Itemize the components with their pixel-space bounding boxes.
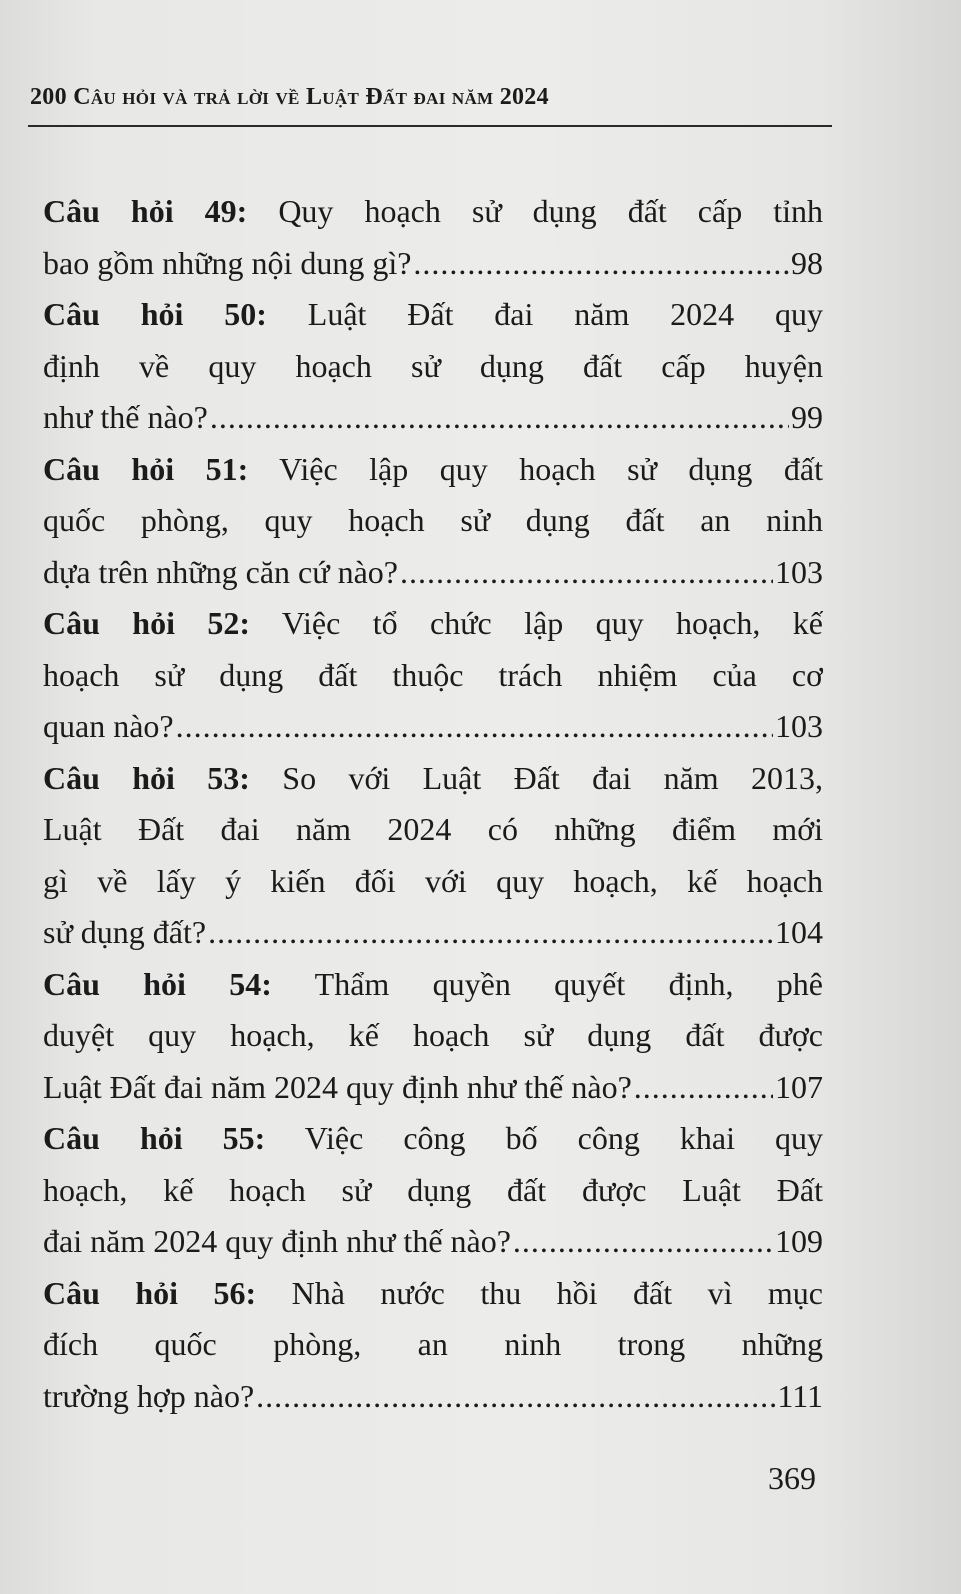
toc-entry-first-line: [43, 289, 823, 341]
toc-entry-first-line: [43, 444, 823, 496]
toc-entry: [43, 753, 823, 959]
question-label: Câu hỏi 52:: [43, 605, 251, 641]
page-ref: 111: [777, 1377, 823, 1414]
question-text: Nhà nước thu hồi đất vì mục: [256, 1274, 823, 1311]
toc-entry-line: hoạch, kế hoạch sử dụng đất được Luật Đất: [43, 1171, 823, 1208]
dot-leader: [208, 907, 773, 959]
page-ref: 107: [775, 1068, 823, 1105]
toc-entry-first-line: [43, 1268, 823, 1320]
toc-entry-line: hoạch sử dụng đất thuộc trách nhiệm của cơ: [43, 656, 823, 693]
toc-entry-line: gì về lấy ý kiến đối với quy hoạch, kế hoạch: [43, 862, 823, 899]
toc-entry: [43, 289, 823, 444]
toc-entry-line: duyệt quy hoạch, kế hoạch sử dụng đất được: [43, 1017, 823, 1053]
page-ref: 98: [791, 244, 823, 281]
toc-entry: [43, 598, 823, 753]
question-text: Thẩm quyền quyết định, phê: [271, 965, 823, 1002]
page-ref: 103: [775, 708, 823, 744]
dot-leader: [413, 238, 789, 290]
question-text: sử dụng đất?: [43, 914, 207, 950]
toc-entry-first-line: [43, 753, 823, 805]
question-label: Câu hỏi 50:: [43, 296, 267, 332]
page-ref: 109: [775, 1223, 823, 1259]
question-label: Câu hỏi 53:: [43, 759, 250, 796]
question-text: bao gồm những nội dung gì?: [43, 244, 412, 281]
toc-entry-line: định về quy hoạch sử dụng đất cấp huyện: [43, 347, 823, 384]
toc-entry-first-line: [43, 959, 823, 1011]
dot-leader: [634, 1062, 773, 1114]
toc-entry-last-line: [43, 907, 823, 959]
question-text: đai năm 2024 quy định như thế nào?: [43, 1223, 511, 1259]
page-number: 369: [768, 1460, 816, 1496]
question-text: So với Luật Đất đai năm 2013,: [249, 759, 823, 796]
toc-entry: [43, 186, 823, 289]
toc-entry-first-line: [43, 1113, 823, 1165]
page-ref: 104: [775, 914, 823, 950]
table-of-contents: [43, 186, 823, 1422]
toc-entry-first-line: [43, 186, 823, 238]
question-text: dựa trên những căn cứ nào?: [43, 553, 398, 590]
dot-leader: [400, 547, 773, 599]
toc-entry-line: quốc phòng, quy hoạch sử dụng đất an ninh: [43, 502, 823, 538]
question-text: Quy hoạch sử dụng đất cấp tỉnh: [247, 193, 823, 229]
toc-entry: [43, 1113, 823, 1268]
dot-leader: [176, 701, 773, 753]
dot-leader: [513, 1216, 773, 1268]
running-header: 200 Câu hỏi và trả lời về Luật Đất đai năm 2024: [30, 84, 549, 110]
toc-entry-last-line: [43, 1371, 823, 1423]
toc-entry: [43, 444, 823, 599]
toc-entry-last-line: [43, 238, 823, 290]
toc-entry-last-line: [43, 547, 823, 599]
question-text: Việc lập quy hoạch sử dụng đất: [248, 450, 823, 487]
header-rule: [28, 125, 832, 127]
question-text: trường hợp nào?: [43, 1377, 255, 1414]
question-text: Luật Đất đai năm 2024 quy định như thế nào?: [43, 1068, 632, 1105]
toc-entry-line: đích quốc phòng, an ninh trong những: [43, 1326, 823, 1362]
page-ref: 99: [791, 399, 823, 435]
toc-entry: [43, 959, 823, 1114]
question-text: Luật Đất đai năm 2024 quy: [266, 296, 823, 332]
question-text: Việc tổ chức lập quy hoạch, kế: [250, 605, 823, 641]
toc-entry: [43, 1268, 823, 1423]
question-label: Câu hỏi 51:: [43, 450, 249, 487]
question-label: Câu hỏi 55:: [43, 1120, 266, 1156]
toc-entry-last-line: [43, 1062, 823, 1114]
toc-entry-first-line: [43, 598, 823, 650]
toc-entry-line: Luật Đất đai năm 2024 có những điểm mới: [43, 811, 823, 847]
question-text: quan nào?: [43, 708, 174, 744]
dot-leader: [256, 1371, 775, 1423]
question-text: như thế nào?: [43, 399, 208, 435]
question-label: Câu hỏi 54:: [43, 965, 272, 1002]
question-text: Việc công bố công khai quy: [265, 1120, 823, 1156]
toc-entry-last-line: [43, 1216, 823, 1268]
dot-leader: [210, 392, 789, 444]
question-label: Câu hỏi 56:: [43, 1274, 257, 1311]
page-ref: 103: [775, 553, 823, 590]
toc-entry-last-line: [43, 392, 823, 444]
question-label: Câu hỏi 49:: [43, 193, 248, 229]
toc-entry-last-line: [43, 701, 823, 753]
